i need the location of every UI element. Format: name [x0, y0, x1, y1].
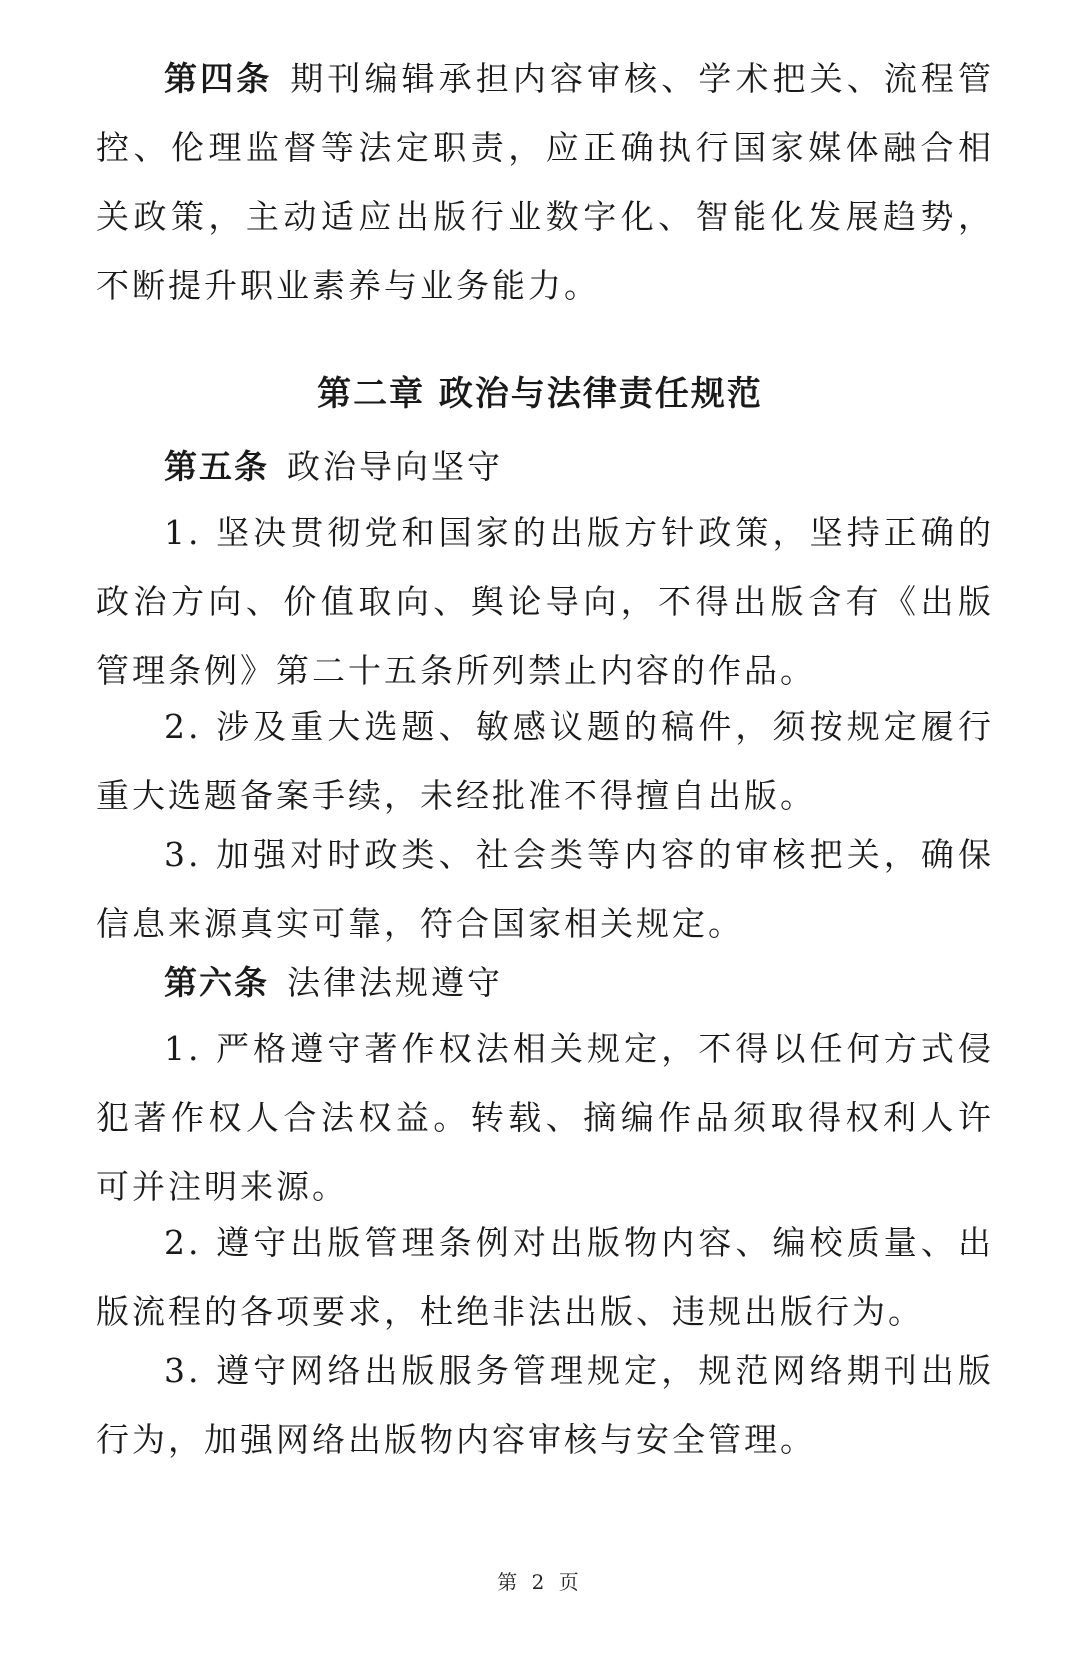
article-4-label: 第四条 — [164, 59, 273, 98]
article-5-item-2: 2. 涉及重大选题、敏感议题的稿件，须按规定履行重大选题备案手续，未经批准不得擅自出版。 — [96, 707, 994, 815]
article-4-paragraph — [96, 44, 994, 320]
article-6-title: 法律法规遵守 — [287, 963, 503, 1002]
article-6-item-1: 1. 严格遵守著作权法相关规定，不得以任何方式侵犯著作权人合法权益。转载、摘编作品须取得权利人许可并注明来源。 — [96, 1029, 994, 1206]
article-6-label: 第六条 — [164, 963, 269, 1002]
article-6-item-2: 2. 遵守出版管理条例对出版物内容、编校质量、出版流程的各项要求，杜绝非法出版、违规出版行为。 — [96, 1223, 994, 1331]
article-5-title: 政治导向坚守 — [287, 447, 503, 486]
chapter-2-heading: 第二章 政治与法律责任规范 — [317, 374, 763, 414]
article-5-heading — [96, 432, 994, 501]
article-4-text: 期刊编辑承担内容审核、学术把关、流程管控、伦理监督等法定职责，应正确执行国家媒体融合相关政策，主动适应出版行业数字化、智能化发展趋势，不断提升职业素养与业务能力。 — [96, 59, 995, 305]
article-5-item-3: 3. 加强对时政类、社会类等内容的审核把关，确保信息来源真实可靠，符合国家相关规定。 — [96, 835, 994, 943]
article-5-item-1: 1. 坚决贯彻党和国家的出版方针政策，坚持正确的政治方向、价值取向、舆论导向，不得出版含有《出版管理条例》第二十五条所列禁止内容的作品。 — [96, 513, 994, 690]
article-5-label: 第五条 — [164, 447, 269, 486]
page-number: 第 2 页 — [497, 1570, 583, 1594]
article-6-heading — [96, 948, 994, 1017]
article-6-item-3: 3. 遵守网络出版服务管理规定，规范网络期刊出版行为，加强网络出版物内容审核与安全管理。 — [96, 1351, 994, 1459]
